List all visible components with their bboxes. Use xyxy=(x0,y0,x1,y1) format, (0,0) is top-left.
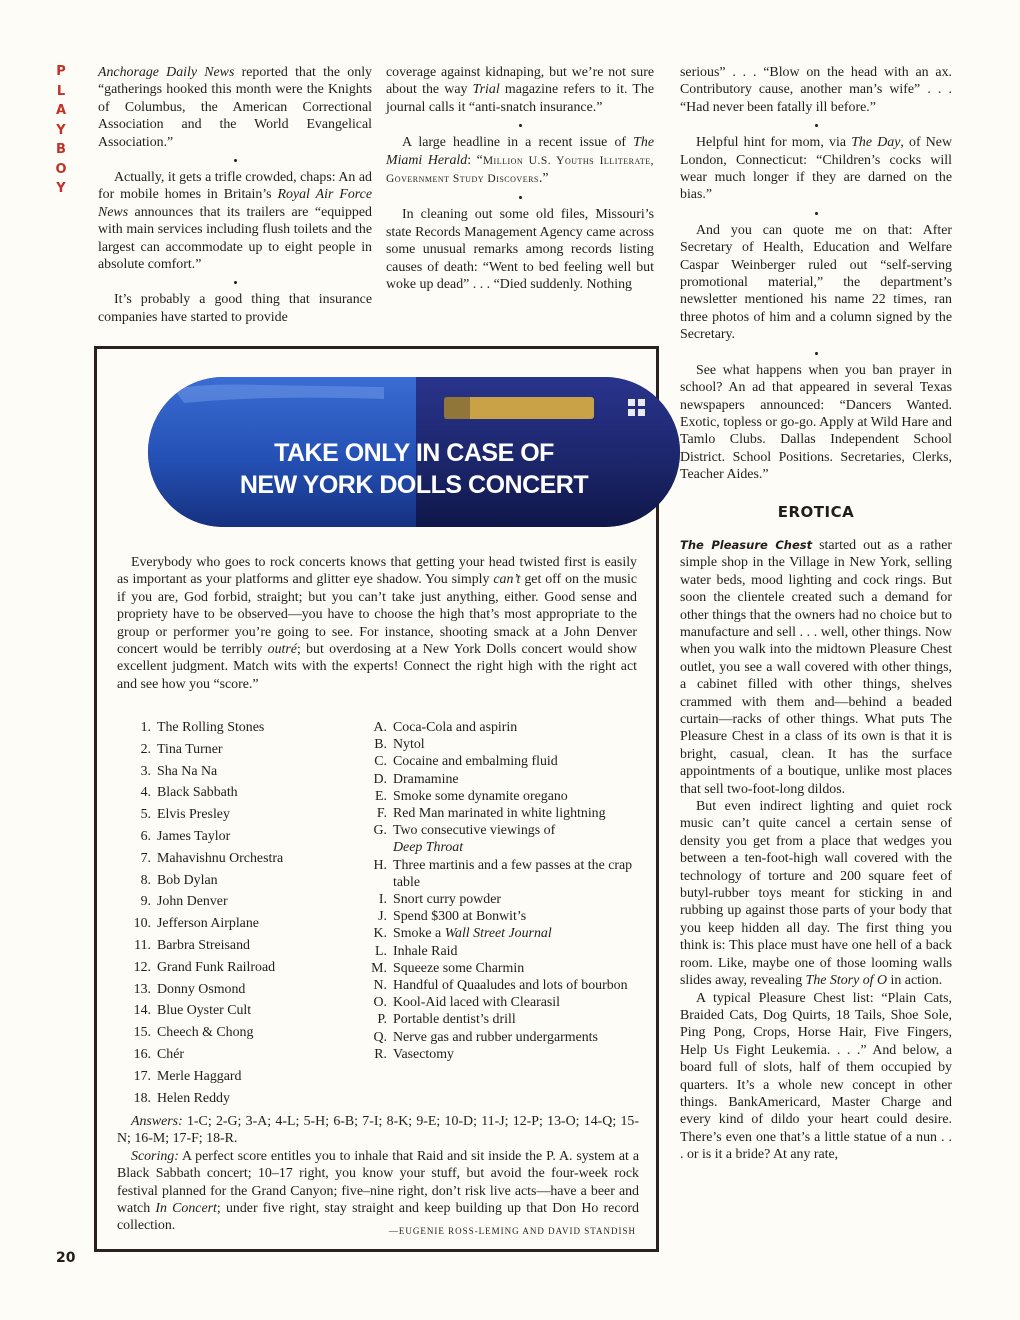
high-text: Nytol xyxy=(393,737,425,753)
high-text: Snort curry powder xyxy=(393,892,502,908)
high-letter: G. xyxy=(373,823,387,839)
vertical-mark-letter: Y xyxy=(56,181,66,196)
paragraph xyxy=(680,990,952,1164)
show-title: In Concert xyxy=(155,1201,217,1217)
high-letter: B. xyxy=(374,737,387,753)
vertical-mark-letter: O xyxy=(55,161,67,177)
source-name: The Day xyxy=(851,135,901,151)
vertical-mark-letter: B xyxy=(56,142,66,157)
high-text: Kool-Aid laced with Clearasil xyxy=(393,995,561,1011)
act-item xyxy=(119,850,349,867)
paragraph-text: Everybody who goes to rock concerts knows that getting your head twisted first is easily as important as your platforms and glitter eye shadow. You simply xyxy=(117,555,637,588)
quiz-box xyxy=(94,346,659,1252)
high-item xyxy=(365,753,635,770)
paragraph-text: See what happens when you ban prayer in school? An ad that appeared in several Texas newspapers announced: “Dancers Wanted. Exotic, topless or go-go. Apply at Wild Hare and Tamlo Clubs. Dallas Independent School District. School Positions. Secretaries, Clerks, Teacher Aides.” xyxy=(680,362,952,483)
paragraph xyxy=(680,798,952,989)
high-text: Vasectomy xyxy=(393,1046,454,1062)
high-letter: K. xyxy=(373,926,387,942)
high-letter: F. xyxy=(376,806,387,822)
high-item xyxy=(365,891,635,908)
act-name: James Taylor xyxy=(157,828,231,844)
separator-bullet xyxy=(519,124,522,127)
paragraph-text: in action. xyxy=(887,973,943,989)
high-item xyxy=(365,925,635,942)
act-number: 17. xyxy=(133,1068,151,1084)
source-name: Trial xyxy=(472,82,500,98)
high-item xyxy=(365,771,635,788)
paragraph-text: Helpful hint for mom, via xyxy=(696,135,852,151)
pill-caption-line2: NEW YORK DOLLS CONCERT xyxy=(239,471,589,499)
paragraph-text: A large headline in a recent issue of xyxy=(402,135,634,151)
byline-credit: —EUGENIE ROSS-LEMING AND DAVID STANDISH xyxy=(388,1226,636,1236)
act-item xyxy=(119,959,349,976)
high-item xyxy=(365,736,635,753)
paragraph xyxy=(680,222,952,344)
paragraph xyxy=(117,554,637,693)
high-item xyxy=(365,857,635,891)
act-item xyxy=(119,981,349,998)
act-item xyxy=(119,828,349,845)
quiz-intro xyxy=(117,554,637,693)
act-number: 12. xyxy=(133,959,151,975)
high-text: Handful of Quaaludes and lots of bourbon xyxy=(393,978,628,994)
act-number: 7. xyxy=(140,850,151,866)
act-item xyxy=(119,1090,349,1107)
act-name: Blue Oyster Cult xyxy=(157,1003,252,1019)
paragraph xyxy=(386,206,654,293)
act-name: Chér xyxy=(157,1046,185,1062)
high-letter: Q. xyxy=(373,1029,387,1045)
act-item xyxy=(119,1046,349,1063)
high-letter: D. xyxy=(373,771,387,787)
paragraph-text: .” xyxy=(538,171,549,187)
act-number: 6. xyxy=(140,828,151,844)
act-name: Barbra Streisand xyxy=(157,937,250,953)
high-item xyxy=(365,1011,635,1028)
high-letter: E. xyxy=(375,788,387,804)
paragraph-text: magazine refers to it. The journal calls it “anti-snatch insurance.” xyxy=(386,82,654,115)
answers-label: Answers: xyxy=(131,1114,183,1129)
separator-bullet xyxy=(815,124,818,127)
act-number: 1. xyxy=(140,720,151,735)
paragraph-text: : “ xyxy=(467,152,483,168)
scoring-label: Scoring: xyxy=(131,1148,179,1164)
vertical-mark-letter: P xyxy=(56,64,66,79)
quoted-headline: Million U.S. Youths Illiterate, Government Study Discovers xyxy=(386,154,655,186)
paragraph-text: A typical Pleasure Chest list: “Plain Cats, Braided Cats, Dog Quirts, 18 Tails, Shoe Sole, Ping Pong, Crops, Horse Hair, Five Fingers, Help Us Fight Leukemia. . . .” And below, a board full of slots, half of them occupied by quarters. It’s a whole new concept in other things. BankAmericard, Master Charge and every kind of dildo your heart could desire. There’s even one that’s a little statue of a nun . . . or is it a bride? At any rate, xyxy=(680,990,952,1163)
high-item xyxy=(365,977,635,994)
separator-bullet xyxy=(815,352,818,355)
act-number: 4. xyxy=(140,785,151,801)
act-item xyxy=(119,937,349,954)
source-name: The Miami Herald xyxy=(386,135,654,168)
section-heading-erotica: EROTICA xyxy=(777,502,855,521)
playboy-vertical-logo xyxy=(50,62,72,199)
high-text: Squeeze some Charmin xyxy=(393,960,525,976)
paragraph-text: Actually, it gets a trifle crowded, chaps: An ad for mobile homes in Britain’s xyxy=(98,170,372,203)
act-number: 3. xyxy=(140,763,151,779)
high-item xyxy=(365,1046,635,1063)
high-letter: N. xyxy=(373,978,387,994)
act-name: The Rolling Stones xyxy=(157,720,265,735)
column-2 xyxy=(386,64,654,293)
act-name: Cheech & Chong xyxy=(157,1025,254,1041)
act-item xyxy=(119,784,349,801)
act-item xyxy=(119,872,349,889)
high-text: Smoke a xyxy=(393,926,445,942)
high-letter: L. xyxy=(375,943,387,959)
high-text: Cocaine and embalming fluid xyxy=(393,754,558,770)
act-item xyxy=(119,1068,349,1085)
act-item xyxy=(119,915,349,932)
act-number: 11. xyxy=(134,937,151,953)
high-text: Two consecutive viewings of xyxy=(393,823,556,839)
paragraph xyxy=(680,64,952,116)
separator-bullet xyxy=(234,281,237,284)
act-item xyxy=(119,893,349,910)
source-name: Anchorage Daily News xyxy=(98,65,235,80)
scoring-paragraph xyxy=(117,1148,639,1235)
act-number: 14. xyxy=(133,1003,151,1019)
vertical-mark-letter: L xyxy=(56,83,66,99)
high-text: Coca-Cola and aspirin xyxy=(393,720,518,735)
high-text: Portable dentist’s drill xyxy=(393,1012,516,1028)
high-text: Inhale Raid xyxy=(393,943,458,959)
act-item xyxy=(119,1024,349,1041)
paragraph-text: , of New London, Connecticut: “Children’s cocks will wear much longer if they are darned on the bias.” xyxy=(680,135,953,203)
answers-block xyxy=(117,1113,639,1235)
high-text: Smoke some dynamite oregano xyxy=(393,788,568,804)
high-letter: P. xyxy=(377,1012,387,1028)
scoring-text: ; under five right, stay straight and keep building up that Don Ho record collection. xyxy=(117,1201,640,1234)
separator-bullet xyxy=(234,159,237,162)
paragraph-text: And you can quote me on that: After Secretary of Health, Education and Welfare Caspar Weinberger ruled out “self-serving promotional material,” the department’s newsletter mentioned his name 22 times, ran three photos of him and a column signed by the Secretary. xyxy=(680,222,952,343)
act-name: Jefferson Airplane xyxy=(157,916,259,932)
vertical-mark-letter: Y xyxy=(56,122,66,138)
act-name: Merle Haggard xyxy=(157,1068,242,1084)
column-1 xyxy=(98,64,372,326)
act-name: Black Sabbath xyxy=(157,785,238,801)
act-name: Grand Funk Railroad xyxy=(157,959,276,975)
act-item xyxy=(119,806,349,823)
paragraph xyxy=(98,291,372,326)
pill-caption-line1: TAKE ONLY IN CASE OF xyxy=(274,439,554,467)
high-item xyxy=(365,908,635,925)
paragraph-text: announces that its trailers are “equipped with main services including flush toilets and the largest can accommodate up to eight people in absolute comfort.” xyxy=(98,204,372,273)
paragraph xyxy=(98,64,372,151)
act-name: Donny Osmond xyxy=(157,981,246,997)
act-number: 18. xyxy=(133,1090,151,1106)
act-name: Bob Dylan xyxy=(157,872,218,888)
answers-text: 1-C; 2-G; 3-A; 4-L; 5-H; 6-B; 7-I; 8-K; 9-E; 10-D; 11-J; 12-P; 13-O; 14-Q; 15-N; 16-M; 17-F; 18-R. xyxy=(117,1114,639,1147)
act-name: Mahavishnu Orchestra xyxy=(157,850,284,866)
high-text: Red Man marinated in white lightning xyxy=(393,806,606,822)
act-number: 8. xyxy=(140,872,151,888)
high-item xyxy=(365,719,635,736)
high-letter: H. xyxy=(373,857,387,873)
high-letter: R. xyxy=(374,1046,387,1062)
high-title: Wall Street Journal xyxy=(444,926,552,942)
act-number: 10. xyxy=(133,916,151,932)
vertical-mark-letter: A xyxy=(55,103,67,118)
high-text: Dramamine xyxy=(393,771,459,787)
paragraph-text: ; but overdosing at a New York Dolls concert would show excellent judgment. Match wits with the experts! Connect the right high with the right act and see how you “score.” xyxy=(117,642,637,692)
high-letter: A. xyxy=(373,720,387,735)
book-title: The Story of O xyxy=(805,973,888,989)
high-text: Nerve gas and rubber undergarments xyxy=(393,1029,598,1045)
high-letter: C. xyxy=(374,754,387,770)
high-item xyxy=(365,822,635,856)
act-item xyxy=(119,1002,349,1019)
pill-capsule-illustration xyxy=(144,369,684,534)
high-text: Spend $300 at Bonwit’s xyxy=(393,909,527,925)
act-name: Helen Reddy xyxy=(157,1090,230,1106)
paragraph-text: get off on the music if you are, God forbid, straight; but you can’t take just anything, either. Good sense and propriety have to be observed—you have to choose the high that’s most appropriate to the group or performer you’re going to see. For instance, shooting smack at a John Denver concert would be terribly xyxy=(117,572,637,658)
high-letter: O. xyxy=(373,995,387,1011)
scoring-text: A perfect score entitles you to inhale that Raid and sit inside the P. A. system at a Black Sabbath concert; 10–17 right, you know your stuff, but avoid the four-week rock festival planned for the Grand Canyon; five–nine right, don’t risk live acts—have a beer and watch xyxy=(117,1148,639,1217)
act-number: 2. xyxy=(140,741,151,757)
paragraph-text: coverage against kidnaping, but we’re not sure about the way xyxy=(386,65,654,98)
high-letter: J. xyxy=(378,909,387,925)
paragraph xyxy=(386,64,654,116)
high-text: Three martinis and a few passes at the crap table xyxy=(393,857,633,890)
highs-list xyxy=(365,719,635,1063)
act-item xyxy=(119,719,349,736)
high-letter: I. xyxy=(378,892,387,908)
source-name: Royal Air Force News xyxy=(98,187,372,220)
column-3 xyxy=(680,64,952,1164)
paragraph-text: serious” . . . “Blow on the head with an ax. Contributory cause, another man’s wife” . . . “Had never been fatally ill before.” xyxy=(680,65,952,115)
paragraph-text: reported that the only “gatherings hooked this month were the Knights of Columbus, the American Correctional Association and the World Evangelical Association.” xyxy=(98,65,373,150)
act-name: Elvis Presley xyxy=(157,807,230,823)
act-name: Tina Turner xyxy=(157,741,223,757)
high-item xyxy=(365,1029,635,1046)
paragraph xyxy=(386,134,654,188)
act-number: 9. xyxy=(140,894,151,910)
high-letter: M. xyxy=(371,960,387,976)
paragraph-text: But even indirect lighting and quiet rock music can’t quite cancel a certain sense of density you get from a place that wedges you between a ten-foot-high wall covered with the technology of torture and 200 square feet of butyl-rubber toys meant for sticking in and rubbing up against those parts of your body that you keep hidden all day. The first thing you think is: This place must have one hell of a back room. Like, maybe one of those looming walls slides away, revealing xyxy=(680,799,952,989)
act-number: 13. xyxy=(133,981,151,997)
act-number: 16. xyxy=(133,1046,151,1062)
pill-svg xyxy=(144,369,684,534)
high-item xyxy=(365,943,635,960)
store-name: The Pleasure Chest xyxy=(680,537,813,552)
paragraph xyxy=(680,537,952,798)
emphasis: outré xyxy=(267,642,297,658)
paragraph xyxy=(680,362,952,484)
high-item xyxy=(365,994,635,1011)
acts-list xyxy=(119,719,349,1111)
separator-bullet xyxy=(815,212,818,215)
high-item xyxy=(365,788,635,805)
answers-paragraph xyxy=(117,1113,639,1148)
act-number: 5. xyxy=(140,807,151,823)
emphasis: can’t xyxy=(493,572,521,588)
page-number: 20 xyxy=(56,1250,76,1266)
paragraph-text: It’s probably a good thing that insurance companies have started to provide xyxy=(98,292,372,325)
paragraph-text: started out as a rather simple shop in the Village in New York, selling water beds, mood lighting and cock rings. But soon the clientele created such a demand for other things that the owners had no choice but to manufacture and sell . . . well, other things. Now when you walk into the midtown Pleasure Chest outlet, you see a wall covered with other things, a cabinet filled with other things, shelves crammed with them and—behind a beaded curtain—racks of other things. What puts The Pleasure Chest in a class of its own is that it is bright, casual, clean. It has the surface appointments of a boutique, unlike most places that sell two-foot-long dildos. xyxy=(680,537,952,797)
paragraph-text: In cleaning out some old files, Missouri’s state Records Management Agency came across some unusual remarks among records listing causes of death: “Went to bed feeling well but woke up dead” . . . “Died suddenly. Nothing xyxy=(386,207,654,293)
high-title: Deep Throat xyxy=(393,840,464,856)
act-name: John Denver xyxy=(157,894,228,910)
high-item xyxy=(365,805,635,822)
separator-bullet xyxy=(519,196,522,199)
act-number: 15. xyxy=(133,1025,151,1041)
paragraph xyxy=(98,169,372,273)
paragraph xyxy=(680,134,952,204)
act-item xyxy=(119,763,349,780)
high-item xyxy=(365,960,635,977)
act-name: Sha Na Na xyxy=(157,763,218,779)
act-item xyxy=(119,741,349,758)
